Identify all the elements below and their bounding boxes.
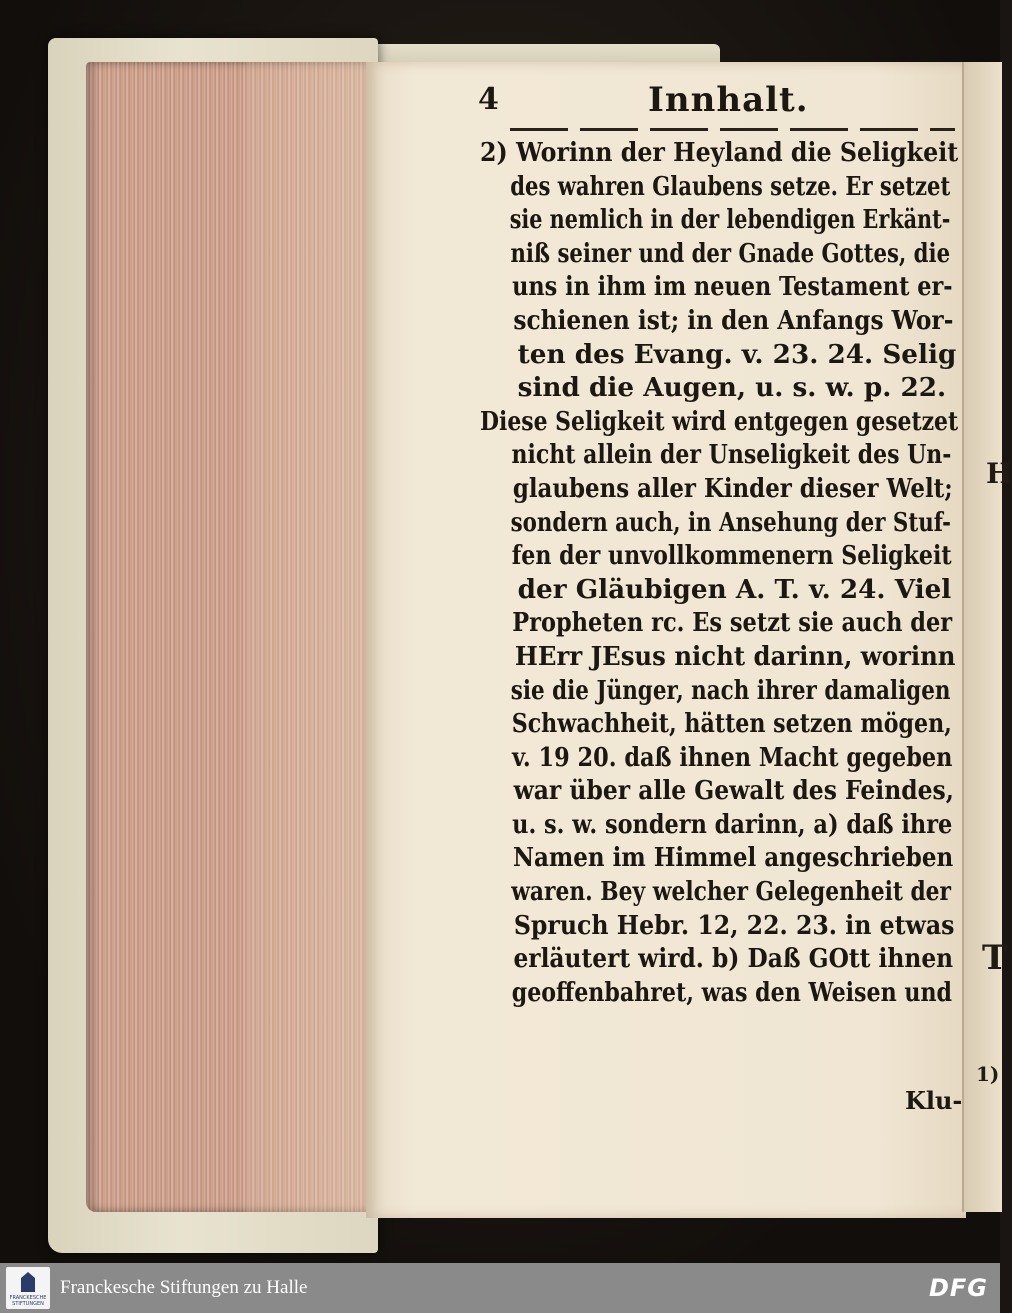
text-line: erläutert wird. b) Daß GOtt ihnen: [513, 943, 954, 975]
viewer-footer: [0, 1263, 1000, 1313]
text-line: uns in ihm im neuen Testament er-: [512, 271, 953, 303]
text-line: v. 19 20. daß ihnen Macht gegeben: [512, 741, 953, 773]
dfg-logo[interactable]: DFG: [928, 1274, 988, 1302]
logo-mark: [21, 1272, 35, 1292]
text-line: sie nemlich in der lebendigen Erkänt-: [509, 204, 951, 236]
catchword: Klu-: [905, 1086, 963, 1115]
francke-foundation-logo-icon[interactable]: [6, 1267, 50, 1309]
text-line: nicht allein der Unseligkeit des Un-: [511, 439, 952, 471]
page-number: 4: [478, 82, 499, 117]
text-line: Propheten rc. Es setzt sie auch der: [512, 607, 953, 639]
page-body-text: [480, 136, 962, 1009]
text-line: des wahren Glaubens setze. Er setzet: [510, 170, 951, 202]
facing-page-edge: [962, 62, 1012, 1212]
text-line: sondern auch, in Ansehung der Stuf-: [510, 506, 952, 538]
facing-fragment: H: [986, 457, 1012, 490]
text-line: geoffenbahret, was den Weisen und: [511, 976, 953, 1008]
facing-fragment: T: [982, 938, 1008, 978]
text-line: Spruch Hebr. 12, 22. 23. in etwas: [513, 909, 955, 941]
text-line: HErr JEsus nicht darinn, worinn: [514, 640, 956, 672]
text-line: niß seiner und der Gnade Gottes, die: [510, 237, 951, 269]
text-line: Diese Seligkeit wird entgegen gesetzet: [480, 405, 959, 437]
text-line: Schwachheit, hätten setzen mögen,: [511, 708, 952, 740]
text-line: sie die Jünger, nach ihrer damaligen: [510, 674, 951, 706]
text-line: schienen ist; in den Anfangs Wor-: [513, 304, 954, 336]
text-line: der Gläubigen A. T. v. 24. Viel: [517, 573, 952, 605]
text-line: ten des Evang. v. 23. 24. Selig: [517, 338, 957, 370]
text-line: Namen im Himmel angeschrieben: [512, 842, 954, 874]
text-line: u. s. w. sondern darinn, a) daß ihre: [512, 808, 953, 840]
logo-caption: FRANCKESCHE STIFTUNGEN: [9, 1295, 47, 1307]
text-line: fen der unvollkommenern Seligkeit: [511, 540, 952, 572]
facing-fragment: 1): [976, 1062, 1000, 1086]
page-header: [478, 82, 958, 122]
institution-label[interactable]: Franckesche Stiftungen zu Halle: [60, 1277, 308, 1298]
text-line: 2) Worinn der Heyland die Seligkeit: [480, 137, 959, 168]
text-line: waren. Bey welcher Gelegenheit der: [511, 876, 951, 908]
page-fore-edge: [86, 62, 376, 1212]
text-line: war über alle Gewalt des Feindes,: [513, 775, 954, 807]
running-title: Innhalt.: [648, 80, 809, 120]
text-line: glaubens aller Kinder dieser Welt;: [512, 472, 953, 504]
header-rule: [510, 128, 955, 131]
text-line: sind die Augen, u. s. w. p. 22.: [517, 372, 947, 404]
